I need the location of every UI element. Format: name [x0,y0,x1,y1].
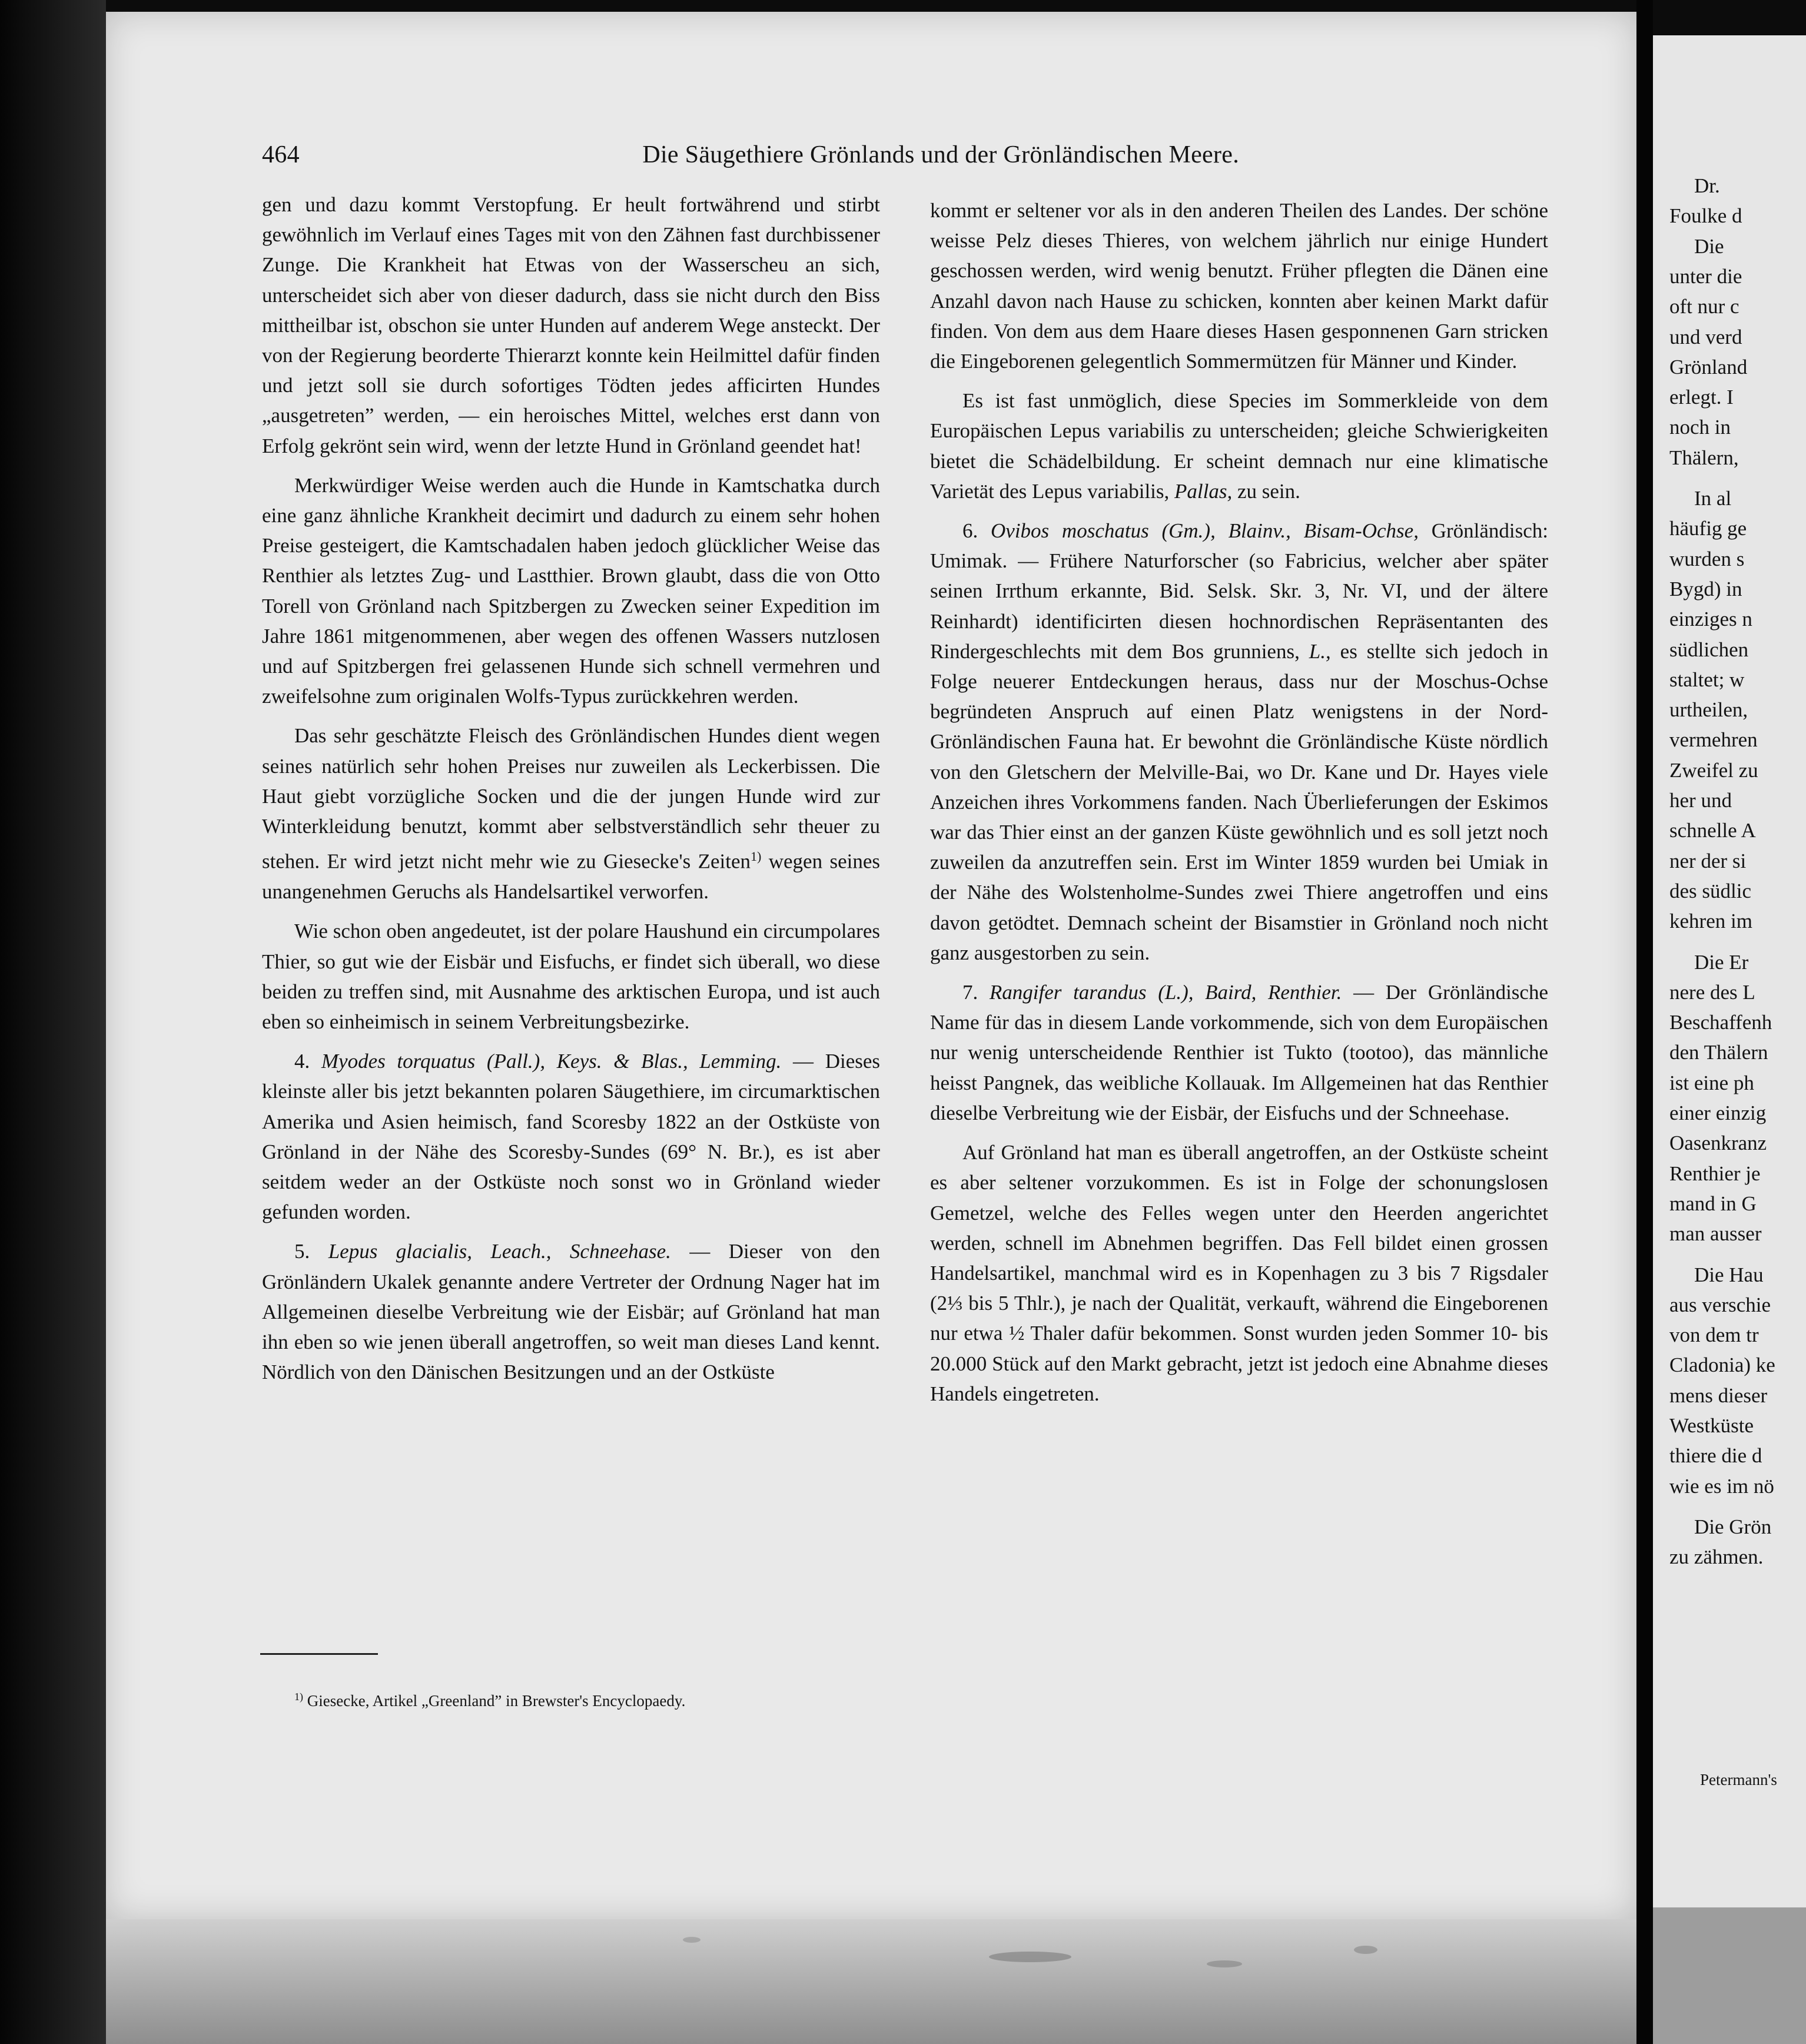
adjacent-page-line: noch in [1669,416,1731,439]
species-number: 4. [294,1050,310,1073]
paragraph: gen und dazu kommt Verstopfung. Er heult fortwährend und stirbt gewöhnlich im Verlauf eines Tages mit von den Zähnen fast durchbissener Zunge. Die Krankheit hat Etwas von der Wasserscheu an sich, unterscheidet sich aber von dieser dadurch, dass sie nicht durch den Biss mittheilbar ist, obschon sie unter Hunden auf anderem Wege ansteckt. Der von der Regierung beorderte Thierarzt konnte kein Heilmittel dafür finden und jetzt soll sie durch sofortiges Tödten jedes afficirten Hundes „ausgetreten” werden, — ein heroisches Mittel, welches erst dann von Erfolg gekrönt sein wird, wenn der letzte Hund in Grönland geendet hat! [262,193,880,457]
adjacent-page-line: kehren im [1669,910,1752,933]
paragraph [262,721,880,907]
adjacent-page-line: man ausser [1669,1222,1762,1246]
author-name: Pallas, [1174,479,1233,503]
fraction: 2⅓ [937,1292,963,1315]
paragraph-text: Das sehr geschätzte Fleisch des Grönländischen Hundes dient wegen seines natürlich sehr hohen Preises nur zuweilen als Leckerbissen. Die Haut giebt vorzügliche Socken und die der jungen Hunde wird zur Winterkleidung benutzt, kommt aber selbstverständlich sehr theuer zu stehen. Er wird jetzt nicht mehr wie zu Giesecke's Zeiten [262,724,880,873]
paragraph: Wie schon oben angedeutet, ist der polare Haushund ein circumpolares Thier, so gut wie der Eisbär und Eisfuchs, er findet sich überall, wo diese beiden zu treffen sind, mit Ausnahme des arktischen Europa, und ist auch eben so einheimisch in seinem Verbreitungsbezirke. [262,920,880,1033]
adjacent-page-bottom [1653,1907,1806,2044]
adjacent-page-line: einer einzig [1669,1101,1767,1124]
adjacent-page-fragment [1653,35,1806,1907]
adjacent-page-line: Dr. [1694,174,1720,197]
adjacent-page-line: südlichen [1669,638,1749,661]
paragraph-text: Auf Grönland hat man es überall angetroffen, an der Ostküste scheint es aber seltener vorzukommen. Es ist in Folge der schonungslosen Gemetzel, welche des Felles wegen unter den Heerden angerichtet werden, schnell im Abnehmen begriffen. Das Fell bildet einen grossen Handelsartikel, manchmal wird es in Kopenhagen zu 3 bis 7 Rigsdaler ( [930,1141,1548,1315]
paragraph-text: wegen seines unangenehmen Geruchs als Handelsartikel verworfen. [262,850,880,904]
adjacent-page-line: Beschaffenh [1669,1011,1772,1034]
species-entry [930,977,1548,1128]
adjacent-page-line: Die [1694,234,1724,258]
species-name: Myodes torquatus (Pall.), Keys. & Blas., Lemming. [321,1050,782,1073]
paragraph-text: bis 5 Thlr.), je nach der Qualität, verkauft, während die Eingeborenen nur etwa [930,1292,1548,1345]
paragraph [930,1137,1548,1409]
adjacent-page-line: Zweifel zu [1669,758,1758,782]
footnote-reference: 1) [751,849,762,864]
paragraph-text: zu sein. [1232,479,1300,503]
adjacent-page-line: oft nur c [1669,295,1739,318]
species-text: Grönländisch: Umimak. — Frühere Naturforscher (so Fabricius, welcher aber später seinen Irrthum erkannte, Bid. Selsk. Skr. 3, Nr. VI, und der ältere Reinhardt) identificirten diesen hochnordischen Repräsentanten des Rindergeschlechts mit dem Bos grunniens, [930,519,1549,663]
adjacent-page-line: erlegt. I [1669,386,1734,409]
page-gutter [1636,0,1653,2044]
adjacent-page-line: ner der si [1669,849,1747,872]
adjacent-page-line: wie es im nö [1669,1474,1774,1498]
page-bottom-margin [106,1919,1636,2044]
species-text: — Dieses kleinste aller bis jetzt bekannten polaren Säugethiere, im circumarktischen Amerika und Asien heimisch, fand Scoresby 1822 an der Ostküste von Grönland in der Nähe des Scoresby-Sundes (69° N. Br.), es ist aber seitdem weder an der Ostküste noch sonst wo in Grönland wieder gefunden worden. [262,1050,881,1224]
adjacent-page-line: ist eine ph [1669,1071,1754,1094]
species-text: — Dieser von den Grönländern Ukalek genannte andere Vertreter der Ordnung Nager hat im Allgemeinen dieselbe Verbreitung wie der Eisbär; auf Grönland hat man ihn eben so wie jenen überall angetroffen, so weit man dieses Land kennt. Nördlich von den Dänischen Besitzungen und an der Ostküste [262,1240,881,1384]
running-header [262,134,1239,175]
adjacent-page-line: her und [1669,789,1732,812]
species-number: 5. [294,1240,310,1263]
adjacent-page-line: urtheilen, [1669,698,1748,722]
adjacent-page-line: thiere die d [1669,1444,1762,1468]
paragraph: kommt er seltener vor als in den anderen Theilen des Landes. Der schöne weisse Pelz dieses Thieres, von welchem jährlich nur einige Hundert geschossen werden, wird wenig benutzt. Früher pflegten die Dänen eine Anzahl davon nach Hause zu schicken, konnten aber keinen Markt dafür finden. Von dem aus dem Haare dieses Hasen gesponnenen Garn stricken die Eingeborenen gelegentlich Sommermützen für Männer und Kinder. [930,199,1548,373]
species-name: Ovibos moschatus (Gm.), Blainv., Bisam-Ochse, [991,519,1419,543]
adjacent-page-line: den Thälern [1669,1041,1768,1064]
adjacent-page-line: des südlic [1669,879,1752,902]
species-entry [930,516,1548,968]
footnote [294,1685,883,1713]
adjacent-page-line: einziges n [1669,608,1752,631]
adjacent-page-line: unter die [1669,264,1742,288]
adjacent-page-line: Foulke d [1669,204,1742,228]
adjacent-page-line: mens dieser [1669,1383,1768,1407]
adjacent-page-line: Oasenkranz [1669,1132,1767,1155]
adjacent-page-line: Die Hau [1694,1263,1764,1286]
species-number: 6. [962,519,978,543]
species-text: es stellte sich jedoch in Folge neuerer Entdeckungen heraus, dass nur der Moschus-Ochse begründeten Anspruch auf einen Platz wenigstens in der Nord-Grönländischen Fauna hat. Er bewohnt die Grönländische Küste nördlich von den Gletschern der Melville-Bai, wo Dr. Kane und Dr. Hayes viele Anzeichen ihres Vorkommens fanden. Nach Überlieferungen der Eskimos war das Thier einst an der ganzen Küste gewöhnlich und es soll jetzt noch zuweilen da anzutreffen sein. Erst im Winter 1859 wurden bei Umiak in der Nähe des Wolstenholme-Sundes zwei Thiere angetroffen und eins davon getödtet. Demnach scheint der Bisamstier in Grönland noch nicht ganz ausgestorben zu sein. [930,639,1548,964]
adjacent-page-line: staltet; w [1669,668,1745,691]
adjacent-page-line: Cladonia) ke [1669,1353,1775,1377]
paragraph: Merkwürdiger Weise werden auch die Hunde in Kamtschatka durch eine ganz ähnliche Krankheit decimirt und dadurch zu einem sehr hohen Preise gesteigert, die Kamtschadalen haben jedoch glücklicher Weise das Renthier als letztes Zug- und Lastthier. Brown glaubt, dass die von Otto Torell von Grönland nach Spitzbergen zu Zwecken seiner Expedition im Jahre 1861 mitgenommenen, aber wegen des offenen Wassers nutzlosen und auf Spitzbergen frei gelassenen Hunde sich schnell vermehren und zweifelsohne zum originalen Wolfs-Typus zurückkehren werden. [262,473,880,708]
adjacent-page-line: wurden s [1669,547,1745,570]
scan-dark-border [0,0,106,2044]
adjacent-page-line: Bygd) in [1669,577,1742,600]
adjacent-page-line: Thälern, [1669,446,1739,469]
adjacent-page-line: und verd [1669,325,1742,349]
adjacent-page-line: von dem tr [1669,1323,1759,1347]
species-text: — Der Grönländische Name für das in diesem Lande vorkommende, sich von dem Europäischen nur wenig unterscheidende Renthier ist Tukto (tootoo), das männliche heisst Pangnek, das weibliche Kollauak. Im Allgemeinen hat das Renthier dieselbe Verbreitung wie der Eisbär, der Eisfuchs und der Schneehase. [930,981,1548,1124]
adjacent-page-line: In al [1694,487,1732,510]
adjacent-page-footer: Petermann's [1700,1771,1777,1788]
right-column [930,195,1548,1409]
species-name: Rangifer tarandus (L.), Baird, Renthier. [989,981,1342,1004]
adjacent-page-line: zu zähmen. [1669,1545,1764,1569]
adjacent-page-line: Westküste [1669,1414,1754,1437]
species-name: Lepus glacialis, Leach., Schneehase. [328,1240,671,1263]
adjacent-page-line: schnelle A [1669,819,1756,842]
author-name: L., [1309,639,1331,663]
footnote-text: Giesecke, Artikel „Greenland” in Brewster's Encyclopaedy. [303,1692,686,1710]
footnote-rule [260,1653,378,1655]
adjacent-page-line: Renthier je [1669,1162,1761,1185]
adjacent-page-line: häufig ge [1669,517,1747,540]
species-entry [262,1046,880,1227]
page-number: 464 [262,141,300,168]
paragraph [930,386,1548,506]
adjacent-page-line: Grönland [1669,355,1748,379]
adjacent-page-line: mand in G [1669,1192,1757,1215]
footnote-mark: 1) [294,1691,303,1703]
adjacent-page-line: vermehren [1669,728,1758,752]
running-title: Die Säugethiere Grönlands und der Grönländischen Meere. [642,141,1239,168]
species-number: 7. [962,981,978,1004]
paragraph-text: Es ist fast unmöglich, diese Species im Sommerkleide von dem Europäischen Lepus variabilis zu unterscheiden; gleiche Schwierigkeiten bietet die Schädelbildung. Er scheint demnach nur eine klimatische Varietät des Lepus variabilis, [930,389,1548,503]
adjacent-page-line: Die Grön [1694,1515,1772,1538]
adjacent-page-line: aus verschie [1669,1293,1771,1316]
species-entry [262,1236,880,1387]
adjacent-page-line: Die Er [1694,950,1749,974]
left-column [262,190,880,1387]
fraction: ½ [1009,1322,1025,1345]
adjacent-page-line: nere des L [1669,980,1755,1004]
paragraph-text: Thaler dafür bekommen. Sonst wurden jeden Sommer 10- bis 20.000 Stück auf den Markt gebracht, jetzt ist jedoch eine Abnahme dieses Handels eingetreten. [930,1322,1549,1405]
